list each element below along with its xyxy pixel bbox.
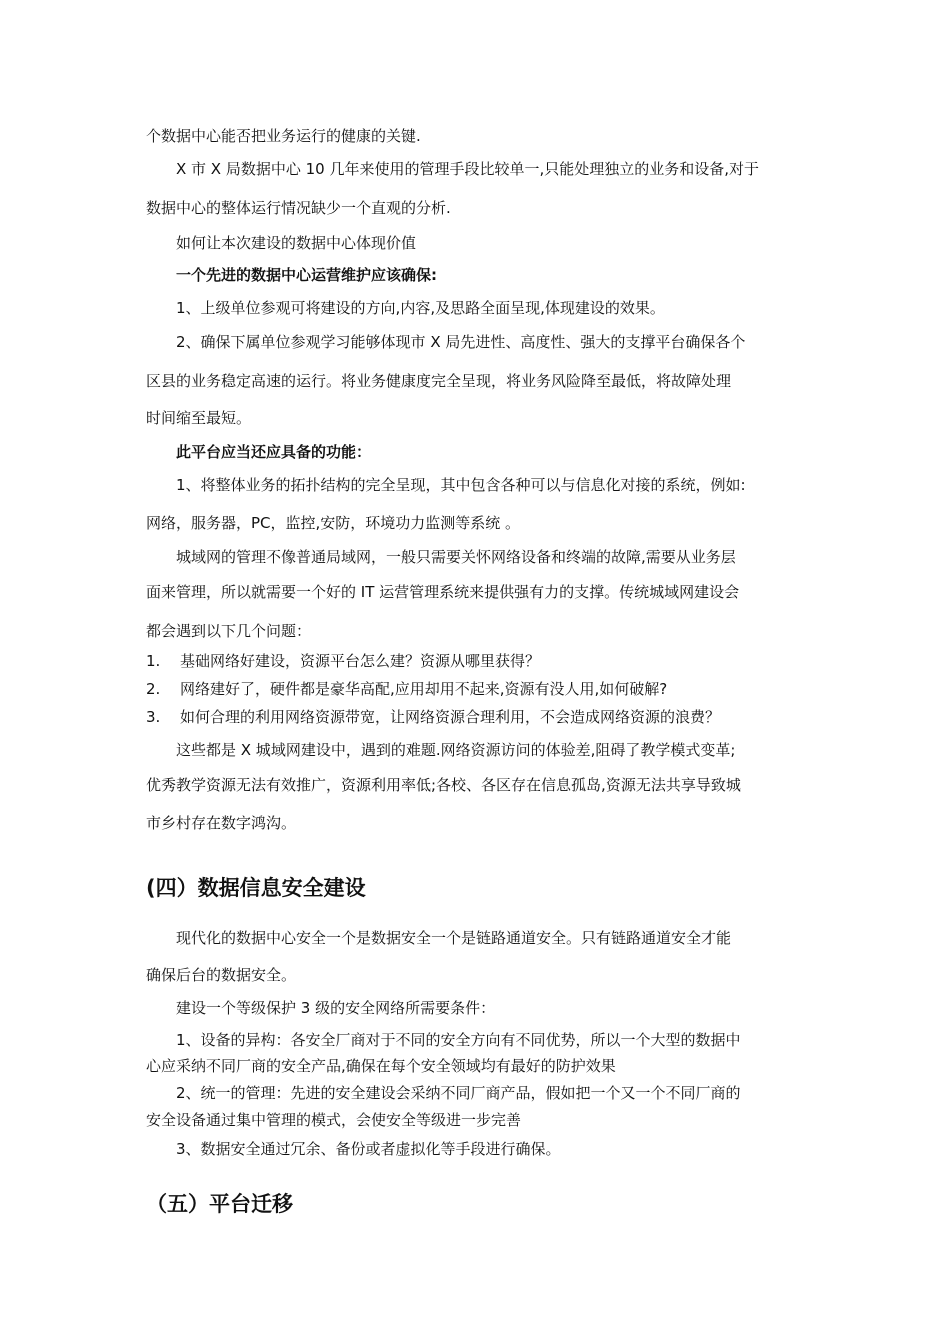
paragraph-line: 优秀教学资源无法有效推广，资源利用率低;各校、各区存在信息孤岛,资源无法共享导致城 xyxy=(146,776,741,794)
paragraph-line: 面来管理，所以就需要一个好的 IT 运营管理系统来提供强有力的支撑。传统城域网建设会 xyxy=(146,583,740,601)
list-text: 如何合理的利用网络资源带宽，让网络资源合理利用，不会造成网络资源的浪费？ xyxy=(180,708,721,726)
paragraph-line: 1、设备的异构：各安全厂商对于不同的安全方向有不同优势，所以一个大型的数据中 xyxy=(176,1031,741,1049)
paragraph-line: 心应采纳不同厂商的安全产品,确保在每个安全领域均有最好的防护效果 xyxy=(146,1057,616,1075)
paragraph-line: 安全设备通过集中管理的模式，会使安全等级进一步完善 xyxy=(146,1111,522,1129)
paragraph-line: X 市 X 局数据中心 10 几年来使用的管理手段比较单一,只能处理独立的业务和设备,对于 xyxy=(176,160,760,178)
paragraph-line: 个数据中心能否把业务运行的健康的关键. xyxy=(146,127,421,145)
paragraph-line: 1、将整体业务的拓扑结构的完全呈现，其中包含各种可以与信息化对接的系统，例如: xyxy=(176,476,746,494)
section-heading: (四）数据信息安全建设 xyxy=(146,876,366,900)
paragraph-line: 现代化的数据中心安全一个是数据安全一个是链路通道安全。只有链路通道安全才能 xyxy=(176,929,732,947)
bold-subheading: 一个先进的数据中心运营维护应该确保: xyxy=(176,266,438,284)
list-text: 网络建好了，硬件都是豪华高配,应用却用不起来,资源有没人用,如何破解? xyxy=(180,680,668,698)
paragraph-line: 这些都是 X 城域网建设中，遇到的难题.网络资源访问的体验差,阻碍了教学模式变革; xyxy=(176,741,736,759)
paragraph-line: 3、数据安全通过冗余、备份或者虚拟化等手段进行确保。 xyxy=(176,1140,561,1158)
paragraph-line: 建设一个等级保护 3 级的安全网络所需要条件： xyxy=(176,999,496,1017)
paragraph-line: 如何让本次建设的数据中心体现价值 xyxy=(176,234,417,252)
list-number: 1. xyxy=(146,652,161,670)
section-heading: （五）平台迁移 xyxy=(146,1192,293,1216)
paragraph-line: 都会遇到以下几个问题： xyxy=(146,622,312,640)
paragraph-line: 区县的业务稳定高速的运行。将业务健康度完全呈现，将业务风险降至最低，将故障处理 xyxy=(146,372,732,390)
paragraph-line: 网络，服务器，PC，监控,安防，环境功力监测等系统 。 xyxy=(146,514,521,532)
list-number: 3. xyxy=(146,708,161,726)
list-number: 2. xyxy=(146,680,161,698)
bold-subheading: 此平台应当还应具备的功能： xyxy=(176,443,372,461)
paragraph-line: 城域网的管理不像普通局域网，一般只需要关怀网络设备和终端的故障,需要从业务层 xyxy=(176,548,736,566)
paragraph-line: 2、确保下属单位参观学习能够体现市 X 局先进性、高度性、强大的支撑平台确保各个 xyxy=(176,333,746,351)
paragraph-line: 数据中心的整体运行情况缺少一个直观的分析. xyxy=(146,199,451,217)
paragraph-line: 1、上级单位参观可将建设的方向,内容,及思路全面呈现,体现建设的效果。 xyxy=(176,299,665,317)
paragraph-line: 确保后台的数据安全。 xyxy=(146,966,297,984)
paragraph-line: 时间缩至最短。 xyxy=(146,409,252,427)
paragraph-line: 市乡村存在数字鸿沟。 xyxy=(146,814,297,832)
list-text: 基础网络好建设，资源平台怎么建？资源从哪里获得？ xyxy=(180,652,541,670)
paragraph-line: 2、统一的管理：先进的安全建设会采纳不同厂商产品，假如把一个又一个不同厂商的 xyxy=(176,1084,741,1102)
